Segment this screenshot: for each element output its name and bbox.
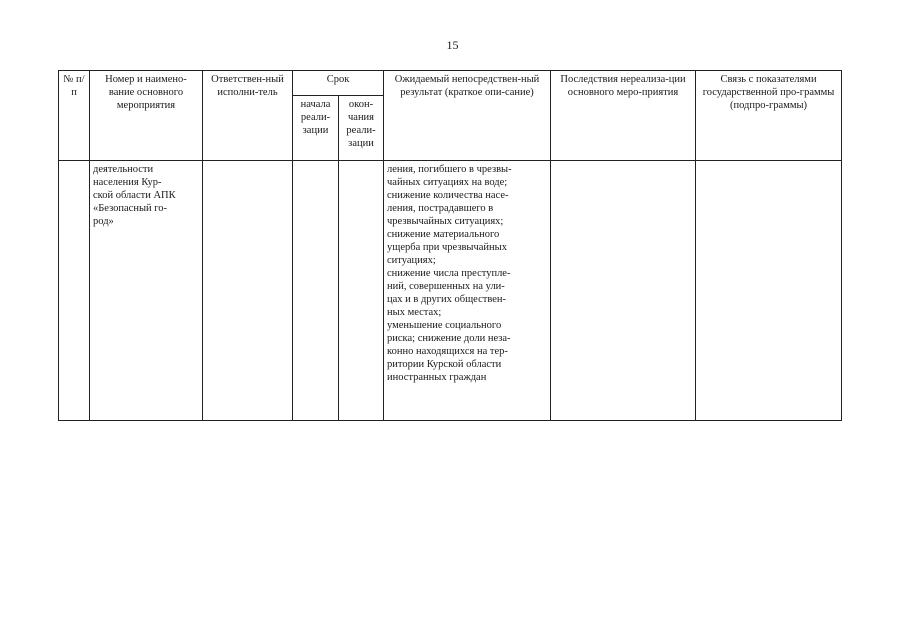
header-term: Срок (293, 71, 384, 96)
result-line: снижение материального (387, 229, 500, 240)
result-line: чрезвычайных ситуациях; (387, 216, 504, 227)
header-num: № п/п (59, 71, 90, 161)
cell-executor (203, 161, 293, 421)
result-line: иностранных граждан (387, 372, 487, 383)
result-line: ситуациях; (387, 255, 436, 266)
header-result: Ожидаемый непосредствен-ный результат (краткое опи-сание) (384, 71, 551, 161)
cell-num (59, 161, 90, 421)
result-line: цах и в других обществен- (387, 294, 507, 305)
header-name: Номер и наимено-вание основного мероприятия (90, 71, 203, 161)
result-line: чайных ситуациях на воде; (387, 177, 508, 188)
name-line: деятельности (93, 164, 154, 175)
result-line: ритории Курской области (387, 359, 502, 370)
program-table (58, 70, 842, 421)
name-line: род» (93, 216, 114, 227)
result-line: ний, совершенных на ули- (387, 281, 505, 292)
header-consequences: Последствия нереализа-ции основного меро-приятия (551, 71, 696, 161)
cell-name (90, 161, 203, 421)
header-executor: Ответствен-ный исполни-тель (203, 71, 293, 161)
header-link: Связь с показателями государственной про-граммы (подпро-граммы) (696, 71, 842, 161)
result-line: уменьшение социального (387, 320, 502, 331)
name-line: «Безопасный го- (93, 203, 168, 214)
result-line: снижение количества насе- (387, 190, 509, 201)
table-row (59, 161, 842, 421)
header-term-start: начала реали-зации (293, 96, 339, 161)
name-line: населения Кур- (93, 177, 162, 188)
cell-consequences (551, 161, 696, 421)
result-line: риска; снижение доли неза- (387, 333, 511, 344)
result-line: ных местах; (387, 307, 442, 318)
result-line: снижение числа преступле- (387, 268, 511, 279)
result-line: ущерба при чрезвычайных (387, 242, 507, 253)
page-number: 15 (446, 38, 459, 52)
result-line: ления, пострадавшего в (387, 203, 494, 214)
cell-term-end (339, 161, 384, 421)
header-term-end: окон-чания реали-зации (339, 96, 384, 161)
cell-link (696, 161, 842, 421)
result-line: ления, погибшего в чрезвы- (387, 164, 512, 175)
result-line: конно находящихся на тер- (387, 346, 508, 357)
cell-term-start (293, 161, 339, 421)
name-line: ской области АПК (93, 190, 176, 201)
cell-result (384, 161, 551, 421)
